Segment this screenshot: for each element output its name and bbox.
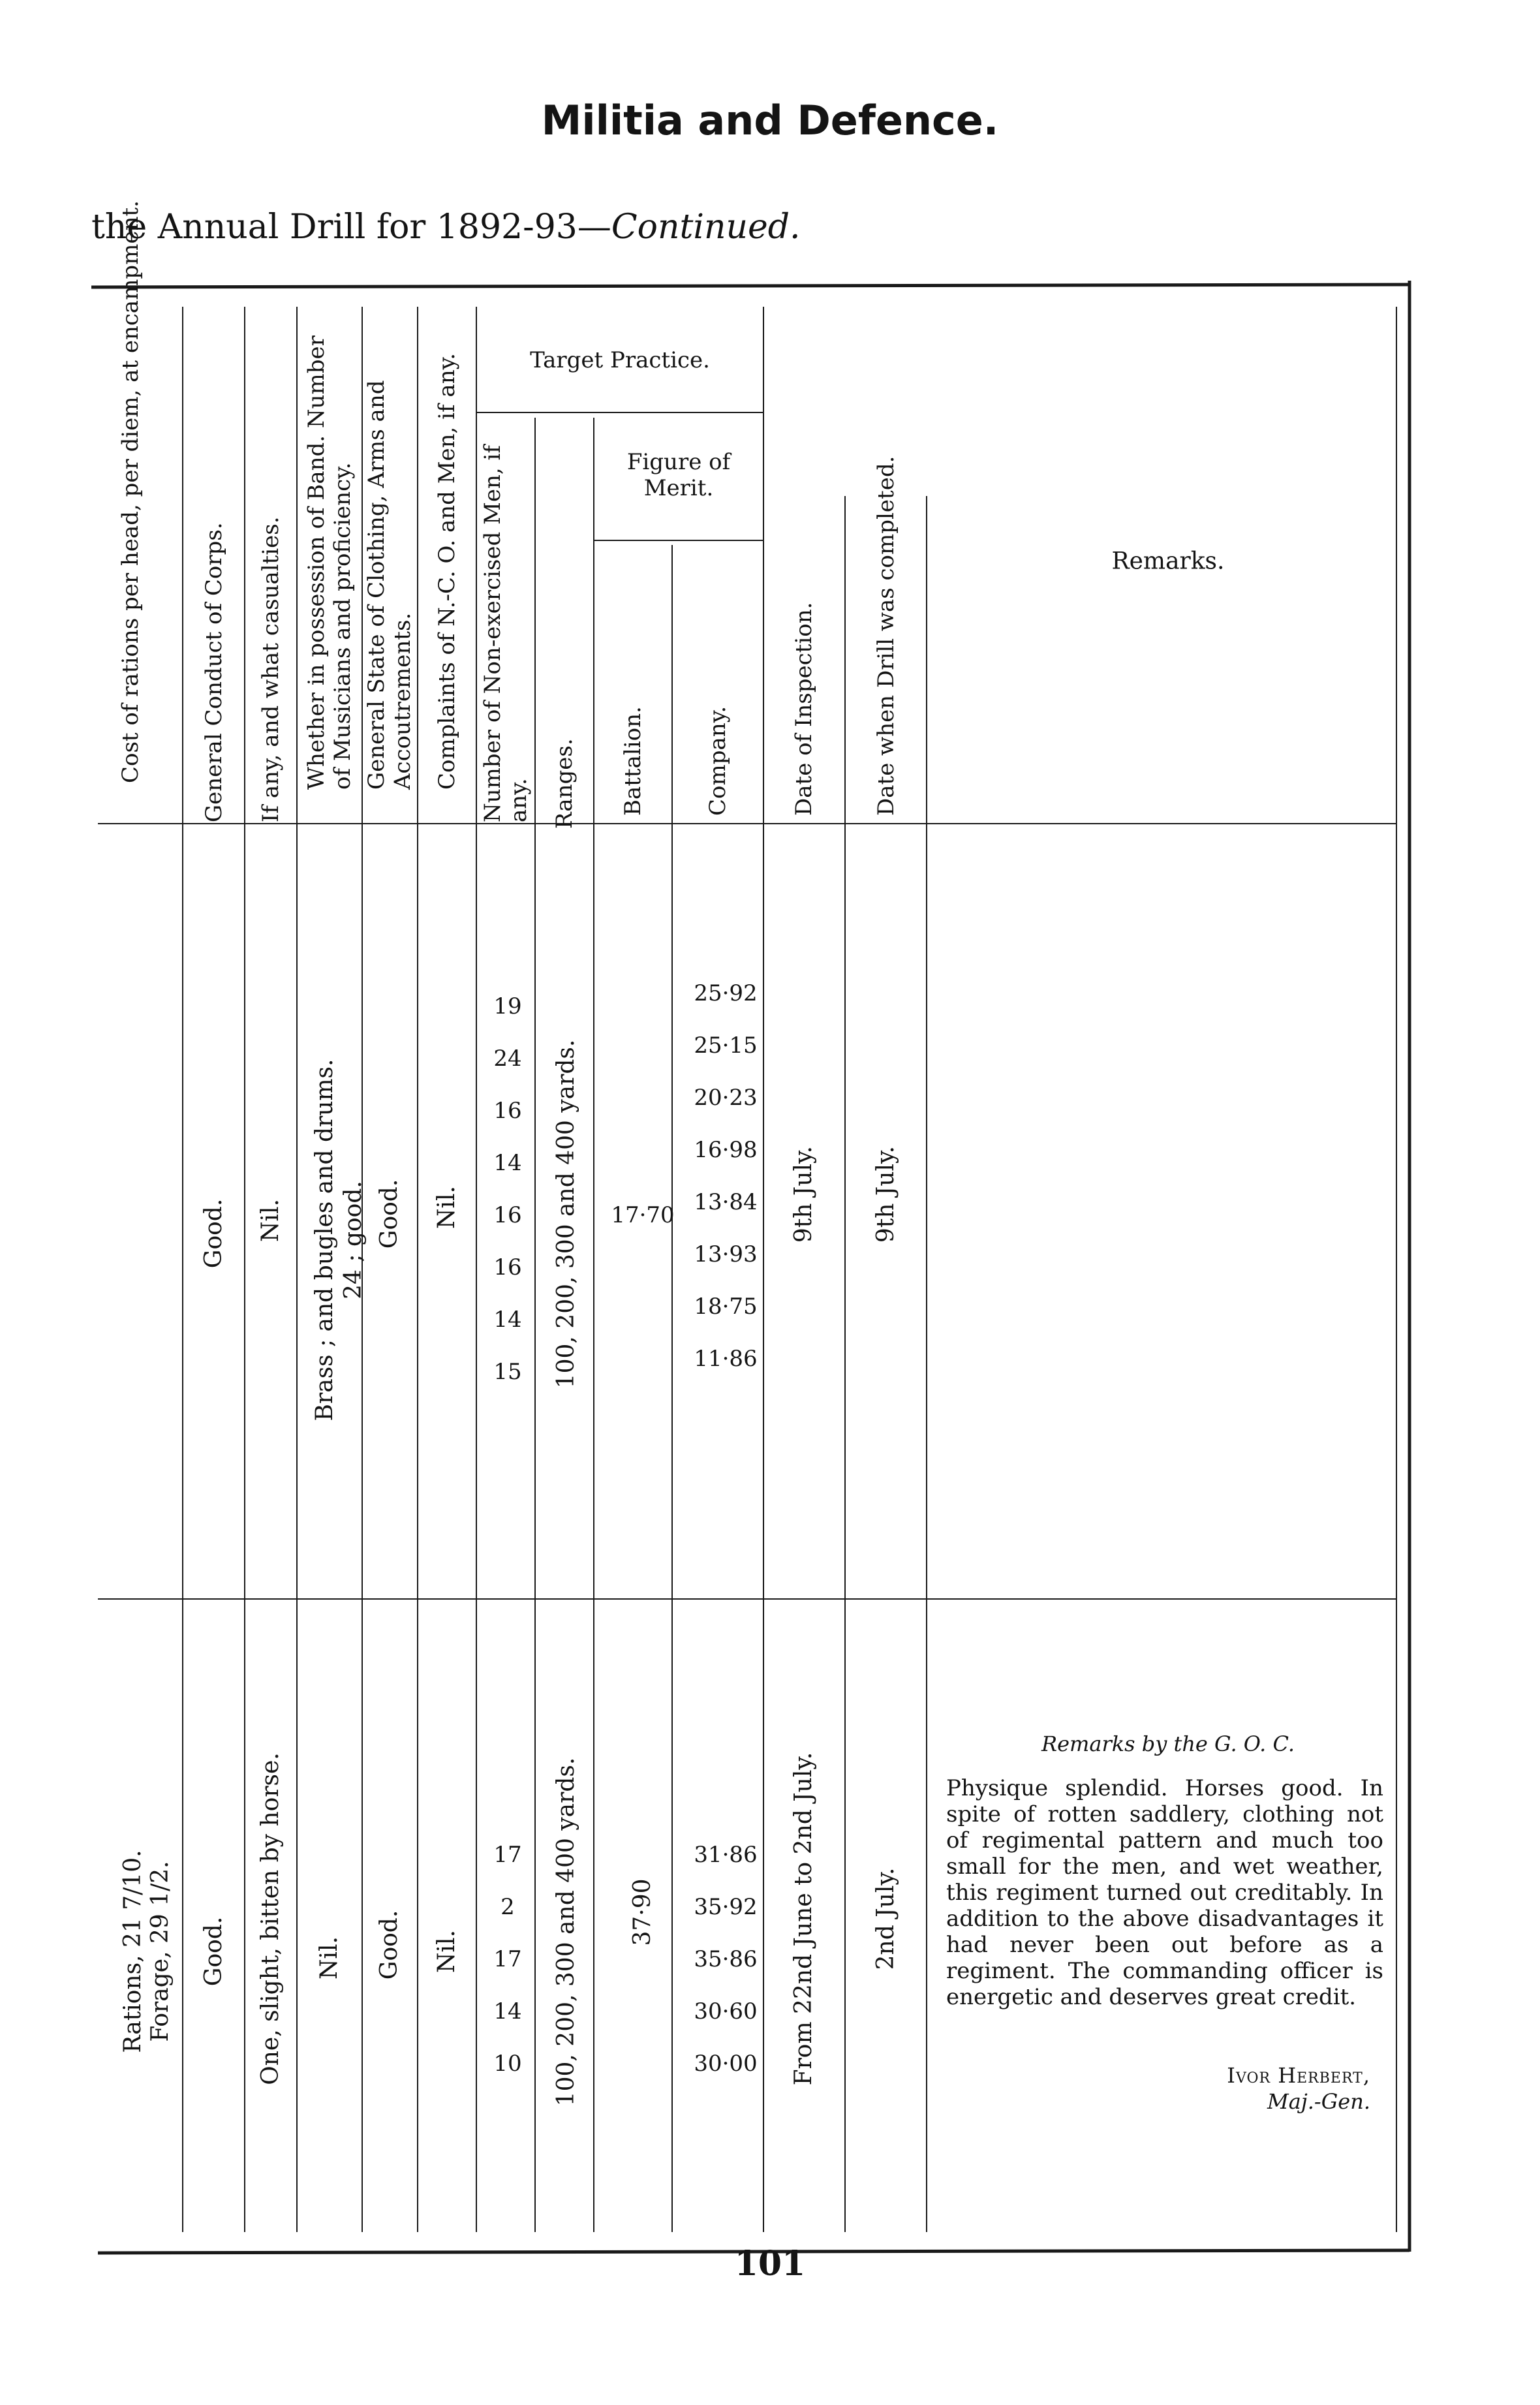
row2-ranges: 100, 200, 300 and 400 yards.: [553, 1757, 579, 2107]
subtitle-continued: Continued.: [611, 208, 801, 247]
row2-non-exercised-4: 14: [493, 1998, 522, 2025]
header-ranges: Ranges.: [551, 738, 578, 829]
goc-remarks-title: Remarks by the G. O. C.: [1041, 1731, 1295, 1756]
row1-complaints: Nil.: [433, 1186, 460, 1229]
header-band: Whether in possession of Band. Number of Musicians and proficiency.: [303, 335, 356, 790]
row1-company-1: 25·92: [694, 980, 758, 1006]
row2-company-2: 35·92: [694, 1894, 758, 1920]
row2-rations: Rations, 21 7/10. Forage, 29 1/2.: [119, 1850, 174, 2053]
header-remarks: Remarks.: [1111, 548, 1225, 575]
row1-completed: 9th July.: [872, 1145, 899, 1243]
row2-conduct: Good.: [200, 1916, 227, 1987]
header-complaints: Complaints of N.-C. O. and Men, if any.: [434, 352, 460, 790]
row1-company-7: 18·75: [694, 1294, 758, 1320]
row1-inspection: 9th July.: [790, 1145, 817, 1243]
row1-non-exercised-7: 14: [493, 1307, 522, 1333]
row1-ranges: 100, 200, 300 and 400 yards.: [553, 1039, 579, 1389]
row2-non-exercised-3: 17: [493, 1946, 522, 1972]
row1-band: Brass ; and bugles and drums. 24 ; good.: [311, 1059, 367, 1421]
row2-non-exercised-5: 10: [493, 2051, 522, 2077]
header-non-exercised: Number of Non-exercised Men, if any.: [480, 445, 532, 822]
header-target-practice: Target Practice.: [530, 347, 710, 373]
header-conduct: General Conduct of Corps.: [201, 522, 227, 822]
row2-non-exercised-1: 17: [493, 1842, 522, 1868]
row1-company-2: 25·15: [694, 1032, 758, 1059]
row2-company-1: 31·86: [694, 1842, 758, 1868]
row2-battalion: 37·90: [629, 1878, 656, 1946]
row2-casualties: One, slight, bitten by horse.: [257, 1752, 284, 2085]
row2-clothing: Good.: [376, 1910, 403, 1980]
row2-company-3: 35·86: [694, 1946, 758, 1972]
row2-complaints: Nil.: [433, 1930, 460, 1973]
subtitle-main: the Annual Drill for 1892-93—: [91, 208, 611, 247]
row1-non-exercised-3: 16: [493, 1098, 522, 1124]
row1-company-8: 11·86: [694, 1346, 758, 1372]
row1-non-exercised-4: 14: [493, 1150, 522, 1176]
row2-company-5: 30·00: [694, 2051, 758, 2077]
header-casualties: If any, and what casualties.: [258, 516, 284, 822]
row1-non-exercised-5: 16: [493, 1202, 522, 1228]
header-completed: Date when Drill was completed.: [873, 456, 899, 816]
row1-company-3: 20·23: [694, 1085, 758, 1111]
row1-non-exercised-6: 16: [493, 1254, 522, 1280]
row1-company-6: 13·93: [694, 1241, 758, 1267]
page-number: 101: [734, 2244, 806, 2284]
header-rations: Cost of rations per head, per diem, at encampment.: [117, 200, 144, 783]
header-battalion: Battalion.: [620, 706, 646, 816]
goc-remarks-text: Physique splendid. Horses good. In spite of rotten saddlery, clothing not of regimental pattern and much too small for the men, and wet weather, this regiment turned out creditably. In addition to the above disadvantages it had never been out before as a regiment. The commanding officer is energetic and deserves great credit.: [946, 1775, 1383, 2010]
header-figure-of-merit: Figure of Merit.: [626, 449, 731, 501]
header-inspection: Date of Inspection.: [791, 602, 817, 816]
signature-rank: Maj.-Gen.: [1267, 2089, 1370, 2114]
row1-battalion: 17·70: [611, 1202, 675, 1228]
row2-completed: 2nd July.: [872, 1867, 899, 1970]
row2-company-4: 30·60: [694, 1998, 758, 2025]
row1-non-exercised-8: 15: [493, 1359, 522, 1385]
header-clothing: General State of Clothing, Arms and Accoutrements.: [363, 380, 416, 790]
row1-casualties: Nil.: [257, 1199, 284, 1242]
header-company: Company.: [705, 706, 731, 816]
page-title: Militia and Defence.: [541, 97, 999, 144]
row1-company-5: 13·84: [694, 1189, 758, 1215]
row1-non-exercised-2: 24: [493, 1046, 522, 1072]
goc-signature: [1109, 2062, 1370, 2115]
row2-band: Nil.: [316, 1936, 343, 1979]
row1-non-exercised-1: 19: [493, 993, 522, 1019]
signature-name: Ivor Herbert,: [1227, 2063, 1370, 2088]
row1-clothing: Good.: [376, 1179, 403, 1249]
row1-company-4: 16·98: [694, 1137, 758, 1163]
row1-conduct: Good.: [200, 1198, 227, 1269]
row2-inspection: From 22nd June to 2nd July.: [790, 1752, 817, 2086]
row2-non-exercised-2: 2: [501, 1894, 515, 1920]
